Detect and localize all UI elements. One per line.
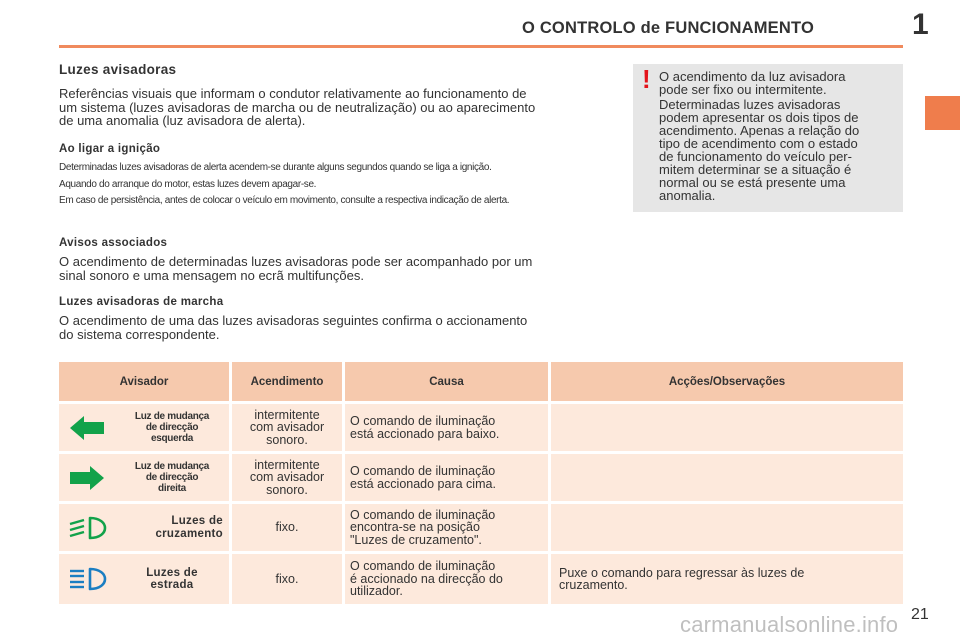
- running-heading: Luzes avisadoras de marcha: [59, 296, 224, 308]
- intro-line: um sistema (luzes avisadoras de marcha ou de neutralização) ou ao aparecimento: [59, 99, 536, 115]
- watermark: carmanualsonline.info: [680, 612, 899, 637]
- chapter-tab-marker: [925, 96, 960, 130]
- column-header-avisador: Avisador: [59, 362, 229, 401]
- note-line: de funcionamento do veículo per-: [659, 149, 852, 164]
- table-row-icon-cell: [59, 504, 115, 551]
- exclamation-icon: !: [642, 64, 651, 94]
- intro-paragraph: [59, 87, 615, 128]
- associated-line: O acendimento de determinadas luzes avisadoras pode ser acompanhado por um: [59, 254, 533, 269]
- note-line: Determinadas luzes avisadoras: [659, 97, 841, 112]
- table-row-cause: O comando de iluminação é accionado na direcção do utilizador.: [345, 554, 548, 604]
- table-row-lighting: fixo.: [232, 504, 342, 551]
- associated-line: sinal sonoro e uma mensagem no ecrã multifunções.: [59, 267, 364, 283]
- section-title: Luzes avisadoras: [59, 62, 177, 77]
- ignition-line: Em caso de persistência, antes de colocar o veículo em movimento, consulte a respectiva indicação de alerta.: [59, 195, 510, 206]
- header-rule: [59, 45, 903, 48]
- column-header-accoes: Acções/Observações: [551, 362, 903, 401]
- note-line: acendimento. Apenas a relação do: [659, 123, 860, 138]
- intro-line: de uma anomalia (luz avisadora de alerta).: [59, 113, 306, 128]
- table-row-name: Luzes de estrada: [115, 554, 229, 604]
- note-line: podem apresentar os dois tipos de: [659, 110, 859, 125]
- table-row-name: Luzes de cruzamento: [115, 504, 229, 551]
- note-line: O acendimento da luz avisadora: [659, 69, 846, 84]
- table-row-cause: O comando de iluminação está accionado para cima.: [345, 454, 548, 501]
- note-paragraph-1: [659, 70, 898, 96]
- table-row-cause: O comando de iluminação está accionado para baixo.: [345, 404, 548, 451]
- associated-text: [59, 255, 615, 282]
- note-paragraph-2: [659, 98, 898, 202]
- table-row-lighting: intermitente com avisador sonoro.: [232, 454, 342, 501]
- associated-heading: Avisos associados: [59, 237, 168, 249]
- table-row-name: Luz de mudança de direcção esquerda: [115, 404, 229, 451]
- running-line: O acendimento de uma das luzes avisadoras seguintes confirma o accionamento: [59, 313, 528, 328]
- table-row-action: [551, 404, 903, 451]
- note-line: tipo de acendimento com o estado: [659, 136, 858, 151]
- table-row-lighting: fixo.: [232, 554, 342, 604]
- column-header-acendimento: Acendimento: [232, 362, 342, 401]
- note-line: normal ou se está presente uma: [659, 175, 846, 190]
- green-right-arrow-icon: [68, 464, 106, 492]
- table-row-icon-cell: [59, 454, 115, 501]
- table-row-icon-cell: [59, 404, 115, 451]
- table-row-action: [551, 504, 903, 551]
- table-row-cause: O comando de iluminação encontra-se na posição "Luzes de cruzamento".: [345, 504, 548, 551]
- main-beam-icon: [66, 565, 108, 593]
- green-left-arrow-icon: [68, 414, 106, 442]
- table-row-action: [551, 454, 903, 501]
- ignition-line: Aquando do arranque do motor, estas luzes devem apagar-se.: [59, 179, 317, 190]
- ignition-heading: Ao ligar a ignição: [59, 143, 161, 155]
- page-header-title: O CONTROLO de FUNCIONAMENTO: [522, 19, 815, 37]
- running-text: [59, 314, 615, 341]
- running-line: do sistema correspondente.: [59, 326, 220, 342]
- column-header-causa: Causa: [345, 362, 548, 401]
- note-line: anomalia.: [659, 188, 716, 203]
- table-row-icon-cell: [59, 554, 115, 604]
- dipped-beam-icon: [66, 514, 108, 542]
- page-number: 21: [911, 606, 929, 623]
- table-row-name: Luz de mudança de direcção direita: [115, 454, 229, 501]
- note-line: mitem determinar se a situação é: [659, 162, 852, 177]
- note-line: pode ser fixo ou intermitente.: [659, 82, 827, 97]
- table-row-action: Puxe o comando para regressar às luzes de cruzamento.: [551, 554, 903, 604]
- ignition-line: Determinadas luzes avisadoras de alerta acendem-se durante alguns segundos quando se liga a ignição.: [59, 162, 492, 173]
- intro-line: Referências visuais que informam o condutor relativamente ao funcionamento de: [59, 86, 527, 101]
- table-row-lighting: intermitente com avisador sonoro.: [232, 404, 342, 451]
- chapter-number: 1: [912, 8, 929, 41]
